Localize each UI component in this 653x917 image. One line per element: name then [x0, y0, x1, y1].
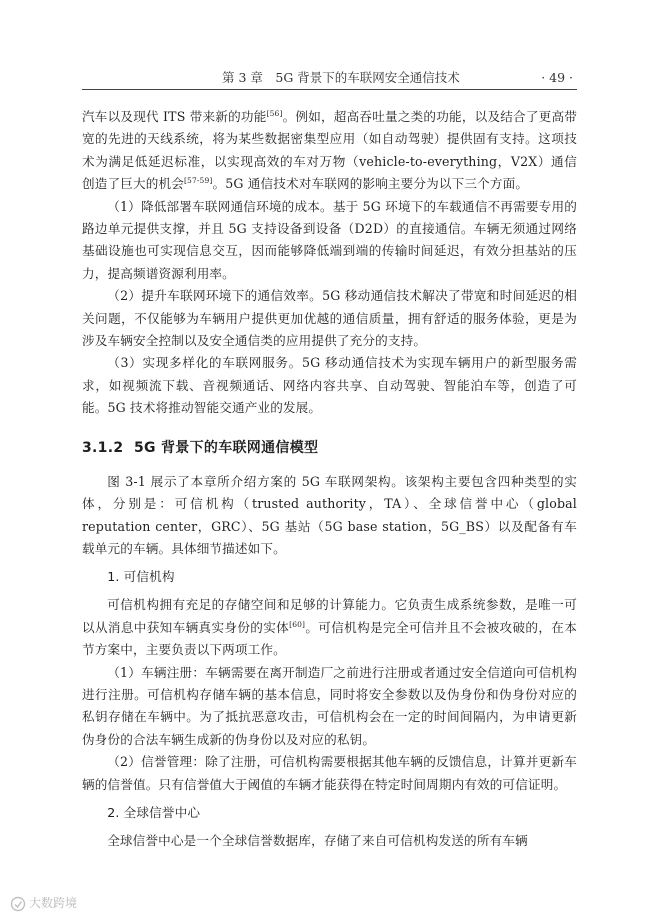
chapter-title: 第 3 章 5G 背景下的车联网安全通信技术: [222, 70, 460, 85]
paragraph: 可信机构拥有充足的存储空间和足够的计算能力。它负责生成系统参数，是唯一可以从消息中获知车辆真实身份的实体[60]。可信机构是完全可信并且不会被攻破的，在本节方案中，主要负责以下两项工作。: [82, 597, 577, 658]
page-body: [82, 106, 577, 852]
page-number: · 49 ·: [541, 70, 573, 85]
paragraph: 图 3-1 展示了本章所介绍方案的 5G 车联网架构。该架构主要包含四种类型的实体，分别是：可信机构（trusted authority，TA）、全球信誉中心（global reputation center，GRC）、5G 基站（5G base station，5G_BS）以及配备有车载单元的车辆。具体细节描述如下。: [82, 473, 577, 556]
citation: [56]: [266, 109, 283, 118]
source-logo-icon: [10, 896, 26, 912]
watermark-text: 大数跨境: [29, 896, 78, 910]
header-rule: [82, 89, 577, 90]
section-heading: [82, 436, 577, 460]
citation: [60]: [289, 619, 306, 629]
watermark: [10, 894, 77, 912]
paragraph: （2）提升车联网环境下的通信效率。5G 移动通信技术解决了带宽和时间延迟的相关问题，不仅能够为车辆用户提供更加优越的通信质量，拥有舒适的服务体验，更是为涉及车辆安全控制以及安全通信类的应用提供了充分的支持。: [82, 288, 577, 349]
paragraph: （2）信誉管理：除了注册，可信机构需要根据其他车辆的反馈信息，计算并更新车辆的信誉值。只有信誉值大于阈值的车辆才能获得在特定时间周期内有效的可信证明。: [82, 754, 577, 792]
section-number: 3.1.2: [82, 439, 124, 456]
subheading: 1. 可信机构: [107, 569, 175, 585]
paragraph: 汽车以及现代 ITS 带来新的功能[56]。例如，超高吞吐量之类的功能，以及结合了更高带宽的先进的天线系统，将为某些数据密集型应用（如自动驾驶）提供固有支持。这项技术为满足低延迟标准，以实现高效的车对万物（vehicle-to-everything，V2X）通信创造了巨大的机会[57-59]。5G 通信技术对车联网的影响主要分为以下三个方面。: [82, 109, 578, 192]
paragraph: 全球信誉中心是一个全球信誉数据库，存储了来自可信机构发送的所有车辆: [107, 832, 528, 848]
section-title: 5G 背景下的车联网通信模型: [134, 439, 319, 456]
paragraph: （1）车辆注册：车辆需要在离开制造厂之前进行注册或者通过安全信道向可信机构进行注册。可信机构存储车辆的基本信息，同时将安全参数以及伪身份和伪身份对应的私钥存储在车辆中。为了抵抗恶意攻击，可信机构会在一定的时间间隔内，为申请更新伪身份的合法车辆生成新的伪身份以及对应的私钥。: [82, 664, 577, 747]
citation: [57-59]: [183, 176, 213, 186]
subheading: 2. 全球信誉中心: [107, 804, 201, 820]
paragraph: （3）实现多样化的车联网服务。5G 移动通信技术为实现车辆用户的新型服务需求，如视频流下载、音视频通话、网络内容共享、自动驾驶、智能泊车等，创造了可能。5G 技术将推动智能交通产业的发展。: [82, 355, 577, 416]
paragraph: （1）降低部署车联网通信环境的成本。基于 5G 环境下的车载通信不再需要专用的路边单元提供支撑，并且 5G 支持设备到设备（D2D）的直接通信。车辆无须通过网络基础设施也可实现信息交互，因而能够降低端到端的传输时间延迟，有效分担基站的压力，提高频谱资源利用率。: [82, 198, 577, 281]
